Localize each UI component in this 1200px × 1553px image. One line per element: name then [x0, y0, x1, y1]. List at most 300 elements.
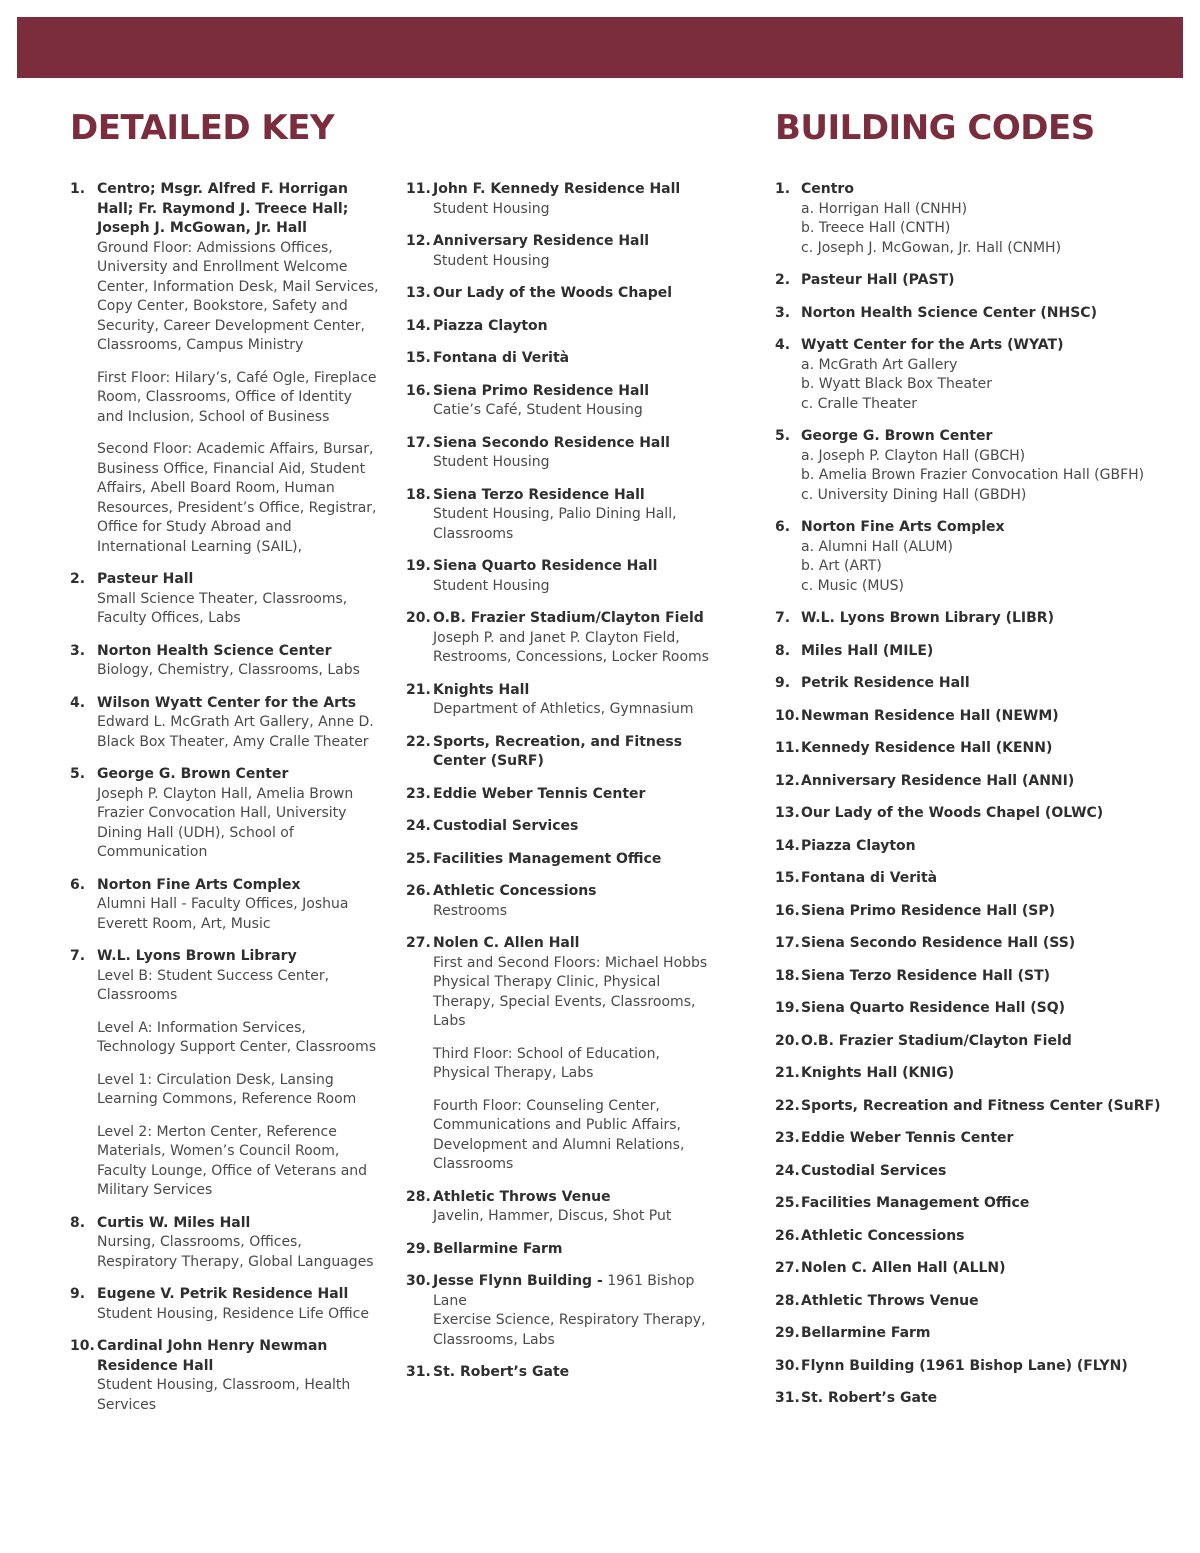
code-entry-body	[801, 1357, 1185, 1377]
code-entry-title: Miles Hall (MILE)	[801, 642, 934, 659]
code-entry-title: Custodial Services	[801, 1162, 947, 1179]
key-entry-number: 26.	[406, 883, 431, 899]
code-entry-number: 25.	[775, 1195, 800, 1211]
key-entry-title	[97, 642, 380, 662]
key-entry-title-text: Cardinal John Henry Newman Residence Hall	[97, 1338, 328, 1374]
key-entry-description: Student Housing	[433, 454, 550, 470]
key-entry-title	[97, 1214, 380, 1234]
key-entry-title	[433, 557, 716, 577]
code-entry	[775, 967, 1185, 987]
code-entry-number: 6.	[775, 519, 791, 535]
code-entry-subitem: c. Cralle Theater	[801, 395, 918, 412]
key-entry-title-text: Knights Hall	[433, 681, 530, 698]
code-entry-number: 15.	[775, 870, 800, 886]
key-entry-title-text: Wilson Wyatt Center for the Arts	[97, 694, 357, 711]
key-entry	[406, 882, 716, 921]
code-entry-subitem: b. Amelia Brown Frazier Convocation Hall (GBFH)	[801, 467, 1145, 483]
code-entry	[775, 707, 1185, 727]
key-entry-title-text: Eddie Weber Tennis Center	[433, 785, 646, 802]
code-entry-number: 5.	[775, 428, 791, 444]
key-entry-body	[433, 785, 716, 805]
code-entry-number: 20.	[775, 1032, 800, 1049]
code-entry	[775, 336, 1185, 414]
code-entry-body	[801, 1389, 1185, 1409]
code-entry-number: 24.	[775, 1162, 800, 1179]
key-entry-title-text: Pasteur Hall	[97, 571, 194, 587]
key-entry	[70, 180, 380, 557]
key-entry-title-text: George G. Brown Center	[97, 766, 289, 782]
code-entry-body	[801, 674, 1185, 694]
key-entry-number: 12.	[406, 233, 431, 249]
key-entry-title-text: Siena Quarto Residence Hall	[433, 558, 658, 574]
code-entry-number: 7.	[775, 610, 791, 626]
key-entry-description: Student Housing	[433, 200, 550, 217]
code-entry	[775, 518, 1185, 596]
key-entry-description: Nursing, Classrooms, Offices, Respiratory Therapy, Global Languages	[97, 1234, 374, 1270]
code-entry-body	[801, 739, 1185, 759]
key-entry-body	[97, 694, 380, 753]
key-entry-number: 5.	[70, 766, 86, 782]
key-entry-description: Javelin, Hammer, Discus, Shot Put	[433, 1208, 672, 1224]
code-entry-body	[801, 1324, 1185, 1344]
code-entry	[775, 1097, 1185, 1117]
key-entry-number: 3.	[70, 642, 86, 659]
code-entry-number: 29.	[775, 1325, 800, 1341]
code-entry-body	[801, 180, 1185, 258]
key-entry	[70, 765, 380, 863]
key-entry	[70, 642, 380, 681]
key-entry-title	[433, 284, 716, 304]
key-entry	[70, 570, 380, 629]
code-entry-title: Our Lady of the Woods Chapel (OLWC)	[801, 805, 1104, 821]
code-entry-number: 1.	[775, 181, 791, 197]
key-entry-body	[97, 180, 380, 557]
key-entry	[70, 1285, 380, 1324]
code-entry-title: Petrik Residence Hall	[801, 675, 970, 691]
key-entry-body	[97, 765, 380, 863]
key-entry-title-text: Facilities Management Office	[433, 850, 662, 867]
key-entry-title-text: Curtis W. Miles Hall	[97, 1214, 251, 1231]
key-entry	[70, 947, 380, 1201]
key-entry	[70, 876, 380, 935]
key-entry-description: Joseph P. and Janet P. Clayton Field, Restrooms, Concessions, Locker Rooms	[433, 629, 709, 665]
key-entry-number: 27.	[406, 935, 431, 951]
code-entry-title: Piazza Clayton	[801, 837, 916, 854]
key-entry-title-text: Siena Terzo Residence Hall	[433, 486, 645, 503]
key-entry-body	[97, 642, 380, 681]
code-entry-number: 17.	[775, 935, 800, 951]
key-entry	[406, 317, 716, 337]
key-entry-title-text: Siena Secondo Residence Hall	[433, 434, 670, 451]
code-entry	[775, 837, 1185, 857]
key-entry-title	[97, 765, 380, 785]
key-entry-title	[97, 180, 380, 239]
code-entry-number: 4.	[775, 337, 791, 353]
key-entry-description: Student Housing, Classroom, Health Services	[97, 1377, 351, 1413]
key-entry-title	[433, 785, 716, 805]
key-entry-title-text: Our Lady of the Woods Chapel	[433, 285, 673, 301]
key-entry-title	[97, 694, 380, 714]
key-entry-description: Edward L. McGrath Art Gallery, Anne D. Black Box Theater, Amy Cralle Theater	[97, 714, 374, 750]
key-entry-title-text: Bellarmine Farm	[433, 1240, 563, 1257]
code-entry-title: Eddie Weber Tennis Center	[801, 1130, 1014, 1146]
key-entry	[406, 284, 716, 304]
code-entry-body	[801, 1292, 1185, 1312]
key-entry-number: 25.	[406, 850, 431, 867]
header-banner	[17, 17, 1183, 78]
key-entry-title-text: Athletic Throws Venue	[433, 1188, 611, 1205]
code-entry-title: Siena Secondo Residence Hall (SS)	[801, 935, 1076, 951]
key-entry-number: 13.	[406, 285, 431, 301]
key-entry-title-text: Siena Primo Residence Hall	[433, 382, 650, 399]
key-entry-body	[433, 1363, 716, 1383]
code-entry-subitem: a. Alumni Hall (ALUM)	[801, 538, 953, 555]
code-entry-body	[801, 427, 1185, 505]
key-entry-body	[433, 1188, 716, 1227]
code-entry	[775, 1324, 1185, 1344]
key-entry	[406, 232, 716, 271]
key-entry-number: 28.	[406, 1188, 431, 1205]
code-entry-number: 21.	[775, 1065, 800, 1081]
key-entry-body	[433, 1272, 716, 1350]
code-entry-number: 31.	[775, 1390, 800, 1406]
key-entry-title-text: Athletic Concessions	[433, 883, 597, 899]
code-entry	[775, 804, 1185, 824]
key-entry-number: 21.	[406, 681, 431, 698]
key-entry-number: 7.	[70, 948, 86, 964]
key-entry	[406, 1188, 716, 1227]
key-entry-body	[97, 947, 380, 1201]
code-entry-title: Siena Quarto Residence Hall (SQ)	[801, 1000, 1066, 1016]
key-entry-description: Fourth Floor: Counseling Center, Communications and Public Affairs, Development and Alumni Relations, Classrooms	[433, 1097, 685, 1172]
code-entry-number: 28.	[775, 1292, 800, 1309]
key-entry-title-text: St. Robert’s Gate	[433, 1364, 570, 1380]
key-entry-description: Restrooms	[433, 902, 508, 919]
key-entry-title	[433, 934, 716, 954]
key-entry	[70, 1214, 380, 1273]
code-entry-title: Siena Terzo Residence Hall (ST)	[801, 967, 1051, 984]
key-entry-title	[433, 1363, 716, 1383]
code-entry	[775, 642, 1185, 662]
key-entry-title	[97, 1285, 380, 1305]
key-entry-body	[97, 1337, 380, 1415]
key-entry-description: Level B: Student Success Center, Classrooms	[97, 967, 330, 1003]
key-entry-title	[97, 1337, 380, 1376]
key-entry-title	[433, 609, 716, 629]
key-entry-body	[433, 317, 716, 337]
code-entry-title: Newman Residence Hall (NEWM)	[801, 707, 1059, 724]
key-entry-body	[433, 934, 716, 1175]
code-entry-title: Anniversary Residence Hall (ANNI)	[801, 772, 1075, 789]
key-entry-title-text: Norton Health Science Center	[97, 642, 332, 659]
key-entry-title	[433, 681, 716, 701]
key-entry-title	[433, 1272, 716, 1311]
code-entry	[775, 999, 1185, 1019]
key-entry-title	[433, 817, 716, 837]
code-entry	[775, 1032, 1185, 1052]
code-entry	[775, 1227, 1185, 1247]
key-entry-description: Alumni Hall - Faculty Offices, Joshua Everett Room, Art, Music	[97, 896, 349, 932]
key-entry-title	[97, 570, 380, 590]
code-entry	[775, 772, 1185, 792]
code-entry-body	[801, 642, 1185, 662]
code-entry	[775, 1162, 1185, 1182]
code-entry-body	[801, 902, 1185, 922]
code-entry-body	[801, 1259, 1185, 1279]
code-entry-body	[801, 967, 1185, 987]
code-entry-body	[801, 271, 1185, 291]
key-entry-number: 6.	[70, 876, 86, 893]
key-entry-description: First Floor: Hilary’s, Café Ogle, Fireplace Room, Classrooms, Office of Identity and Inclusion, School of Business	[97, 369, 377, 425]
key-entry-number: 8.	[70, 1214, 86, 1231]
code-entry-title: Centro	[801, 181, 854, 197]
key-entry	[406, 349, 716, 369]
key-entry-title-text: John F. Kennedy Residence Hall	[433, 181, 681, 197]
key-entry-body	[433, 733, 716, 772]
key-entry-description: Department of Athletics, Gymnasium	[433, 701, 694, 717]
code-entry	[775, 609, 1185, 629]
key-entry-number: 4.	[70, 694, 86, 711]
code-entry	[775, 427, 1185, 505]
key-entry-description: Biology, Chemistry, Classrooms, Labs	[97, 662, 360, 678]
code-entry-title: Facilities Management Office	[801, 1195, 1030, 1211]
code-entry-number: 14.	[775, 837, 800, 854]
key-entry-body	[433, 557, 716, 596]
code-entry-number: 10.	[775, 707, 800, 724]
code-entry-number: 19.	[775, 1000, 800, 1016]
key-entry	[406, 817, 716, 837]
key-entry-title	[433, 882, 716, 902]
code-entry-title: Bellarmine Farm	[801, 1325, 931, 1341]
code-entry-title: Athletic Concessions	[801, 1227, 965, 1244]
key-entry-body	[433, 882, 716, 921]
code-entry-body	[801, 837, 1185, 857]
key-entry-title	[433, 349, 716, 369]
code-entry-number: 8.	[775, 642, 791, 659]
key-entry	[406, 609, 716, 668]
key-entry-body	[433, 1240, 716, 1260]
code-entry-subitem: a. Horrigan Hall (CNHH)	[801, 200, 968, 217]
code-entry-number: 22.	[775, 1097, 800, 1114]
detailed-key-column-1	[70, 180, 380, 1415]
code-entry-number: 11.	[775, 740, 800, 756]
key-entry	[70, 694, 380, 753]
key-entry-title-text: Nolen C. Allen Hall	[433, 935, 580, 951]
key-entry-title	[433, 434, 716, 454]
code-entry-number: 30.	[775, 1357, 800, 1374]
key-entry	[406, 850, 716, 870]
key-entry-description: Student Housing, Palio Dining Hall, Classrooms	[433, 506, 677, 542]
code-entry	[775, 1064, 1185, 1084]
key-entry-number: 23.	[406, 785, 431, 802]
code-entry-subitem: b. Art (ART)	[801, 558, 882, 574]
code-entry-body	[801, 869, 1185, 889]
code-entry	[775, 1129, 1185, 1149]
code-entry-subitem: b. Wyatt Black Box Theater	[801, 376, 992, 392]
key-entry-description: Level 2: Merton Center, Reference Materials, Women’s Council Room, Faculty Lounge, Office of Veterans and Military Services	[97, 1123, 368, 1198]
key-entry-description: Student Housing, Residence Life Office	[97, 1305, 369, 1322]
key-entry	[406, 180, 716, 219]
key-entry-title	[433, 232, 716, 252]
key-entry-description: Level A: Information Services, Technology Support Center, Classrooms	[97, 1019, 377, 1055]
key-entry-number: 29.	[406, 1240, 431, 1257]
key-entry-number: 14.	[406, 317, 431, 334]
key-entry	[406, 434, 716, 473]
code-entry-body	[801, 1064, 1185, 1084]
code-entry-title: Wyatt Center for the Arts (WYAT)	[801, 337, 1064, 353]
code-entry	[775, 902, 1185, 922]
code-entry-title: Siena Primo Residence Hall (SP)	[801, 902, 1056, 919]
code-entry-number: 16.	[775, 902, 800, 919]
code-entry-title: George G. Brown Center	[801, 428, 993, 444]
detailed-key-heading: DETAILED KEY	[70, 108, 335, 148]
key-entry-number: 15.	[406, 350, 431, 366]
key-entry-title	[433, 486, 716, 506]
key-entry-number: 2.	[70, 571, 86, 587]
key-entry-description: Catie’s Café, Student Housing	[433, 402, 643, 418]
code-entry-title: Norton Fine Arts Complex	[801, 519, 1005, 535]
code-entry-subitem: c. Joseph J. McGowan, Jr. Hall (CNMH)	[801, 239, 1062, 256]
code-entry-body	[801, 772, 1185, 792]
code-entry-title: O.B. Frazier Stadium/Clayton Field	[801, 1032, 1072, 1049]
key-entry-description: Second Floor: Academic Affairs, Bursar, Business Office, Financial Aid, Student Affairs, Abell Board Room, Human Resources, President’s Office, Registrar, Office for Study Abroad and International Learning (SAIL),	[97, 441, 377, 555]
code-entry-body	[801, 1194, 1185, 1214]
code-entry-number: 27.	[775, 1260, 800, 1276]
code-entry-body	[801, 1227, 1185, 1247]
key-entry-body	[433, 349, 716, 369]
key-entry-description: Third Floor: School of Education, Physical Therapy, Labs	[433, 1045, 660, 1081]
key-entry-body	[433, 486, 716, 545]
key-entry-body	[433, 434, 716, 473]
code-entry-subitem: a. Joseph P. Clayton Hall (GBCH)	[801, 447, 1026, 464]
detailed-key-column-2	[406, 180, 716, 1383]
code-entry-subitem: a. McGrath Art Gallery	[801, 356, 958, 373]
key-entry-title-text: Anniversary Residence Hall	[433, 233, 650, 249]
code-entry	[775, 1357, 1185, 1377]
key-entry-number: 19.	[406, 558, 431, 574]
key-entry-body	[433, 817, 716, 837]
key-entry	[406, 486, 716, 545]
code-entry-body	[801, 518, 1185, 596]
code-entry-number: 23.	[775, 1130, 800, 1146]
code-entry-title: Nolen C. Allen Hall (ALLN)	[801, 1260, 1006, 1276]
code-entry-title: Sports, Recreation and Fitness Center (SuRF)	[801, 1097, 1161, 1114]
key-entry-body	[433, 284, 716, 304]
key-entry-description: Ground Floor: Admissions Offices, University and Enrollment Welcome Center, Information Desk, Mail Services, Copy Center, Bookstore, Safety and Security, Career Development Center, Classrooms, Campus Ministry	[97, 239, 379, 353]
key-entry-title	[433, 317, 716, 337]
key-entry	[70, 1337, 380, 1415]
key-entry-number: 11.	[406, 181, 431, 197]
key-entry-title-text: Eugene V. Petrik Residence Hall	[97, 1286, 349, 1302]
code-entry-title: St. Robert’s Gate	[801, 1390, 938, 1406]
key-entry-body	[433, 382, 716, 421]
key-entry	[406, 1240, 716, 1260]
code-entry	[775, 934, 1185, 954]
key-entry-title-text: Fontana di Verità	[433, 350, 570, 366]
key-entry-number: 31.	[406, 1364, 431, 1380]
key-entry-number: 16.	[406, 382, 431, 399]
code-entry-body	[801, 804, 1185, 824]
code-entry-title: Kennedy Residence Hall (KENN)	[801, 740, 1053, 756]
code-entry-body	[801, 609, 1185, 629]
code-entry-subitem: c. University Dining Hall (GBDH)	[801, 486, 1027, 503]
code-entry-number: 2.	[775, 272, 791, 288]
key-entry	[406, 1272, 716, 1350]
key-entry-number: 9.	[70, 1286, 86, 1302]
key-entry-description: Small Science Theater, Classrooms, Faculty Offices, Labs	[97, 590, 348, 626]
key-entry-description: Exercise Science, Respiratory Therapy, Classrooms, Labs	[433, 1312, 706, 1348]
key-entry-title	[433, 382, 716, 402]
key-entry-body	[433, 609, 716, 668]
key-entry-title	[97, 876, 380, 896]
key-entry-number: 24.	[406, 818, 431, 834]
key-entry-number: 10.	[70, 1338, 95, 1354]
key-entry-description: Student Housing	[433, 577, 550, 594]
key-entry-title	[433, 733, 716, 772]
key-entry-title	[433, 850, 716, 870]
key-entry-title-text: O.B. Frazier Stadium/Clayton Field	[433, 610, 704, 626]
code-entry-number: 12.	[775, 772, 800, 789]
code-entry-title: Fontana di Verità	[801, 870, 938, 886]
key-entry	[406, 934, 716, 1175]
key-entry-number: 30.	[406, 1273, 431, 1289]
code-entry-body	[801, 934, 1185, 954]
code-entry	[775, 271, 1185, 291]
code-entry-title: W.L. Lyons Brown Library (LIBR)	[801, 610, 1054, 626]
key-entry-title-extra: 1961 Bishop Lane	[433, 1273, 695, 1309]
code-entry-subitem: b. Treece Hall (CNTH)	[801, 220, 951, 236]
code-entry	[775, 674, 1185, 694]
code-entry	[775, 739, 1185, 759]
key-entry-title-text: Norton Fine Arts Complex	[97, 876, 301, 893]
key-entry-title-text: Sports, Recreation, and Fitness Center (SuRF)	[433, 733, 683, 769]
code-entry-body	[801, 1162, 1185, 1182]
key-entry-body	[433, 180, 716, 219]
key-entry-description: Student Housing	[433, 252, 550, 269]
code-entry	[775, 304, 1185, 324]
code-entry-body	[801, 999, 1185, 1019]
code-entry-number: 26.	[775, 1227, 800, 1244]
key-entry	[406, 681, 716, 720]
code-entry-body	[801, 1097, 1185, 1117]
code-entry-body	[801, 304, 1185, 324]
code-entry-title: Knights Hall (KNIG)	[801, 1065, 955, 1081]
key-entry-body	[97, 1214, 380, 1273]
code-entry-number: 13.	[775, 805, 800, 821]
key-entry-description: Joseph P. Clayton Hall, Amelia Brown Frazier Convocation Hall, University Dining Hall (UDH), School of Communication	[97, 785, 354, 860]
code-entry-title: Pasteur Hall (PAST)	[801, 272, 955, 288]
key-entry-description: First and Second Floors: Michael Hobbs Physical Therapy Clinic, Physical Therapy, Special Events, Classrooms, Labs	[433, 954, 708, 1029]
key-entry-title-text: Centro; Msgr. Alfred F. Horrigan Hall; Fr. Raymond J. Treece Hall; Joseph J. McGowan, Jr. Hall	[97, 181, 349, 236]
key-entry-title	[433, 1188, 716, 1208]
key-entry-title-text: Piazza Clayton	[433, 317, 548, 334]
code-entry-body	[801, 1129, 1185, 1149]
key-entry	[406, 382, 716, 421]
key-entry-number: 1.	[70, 181, 86, 197]
building-codes-column	[775, 180, 1185, 1409]
key-entry-number: 17.	[406, 434, 431, 451]
key-entry-body	[433, 681, 716, 720]
key-entry	[406, 557, 716, 596]
key-entry-number: 18.	[406, 486, 431, 503]
code-entry-body	[801, 336, 1185, 414]
code-entry-subitem: c. Music (MUS)	[801, 577, 905, 594]
key-entry	[406, 1363, 716, 1383]
key-entry-title-text: Jesse Flynn Building -	[433, 1273, 603, 1289]
code-entry-number: 9.	[775, 675, 791, 691]
key-entry-description: Level 1: Circulation Desk, Lansing Learning Commons, Reference Room	[97, 1071, 357, 1107]
key-entry-title-text: W.L. Lyons Brown Library	[97, 948, 297, 964]
